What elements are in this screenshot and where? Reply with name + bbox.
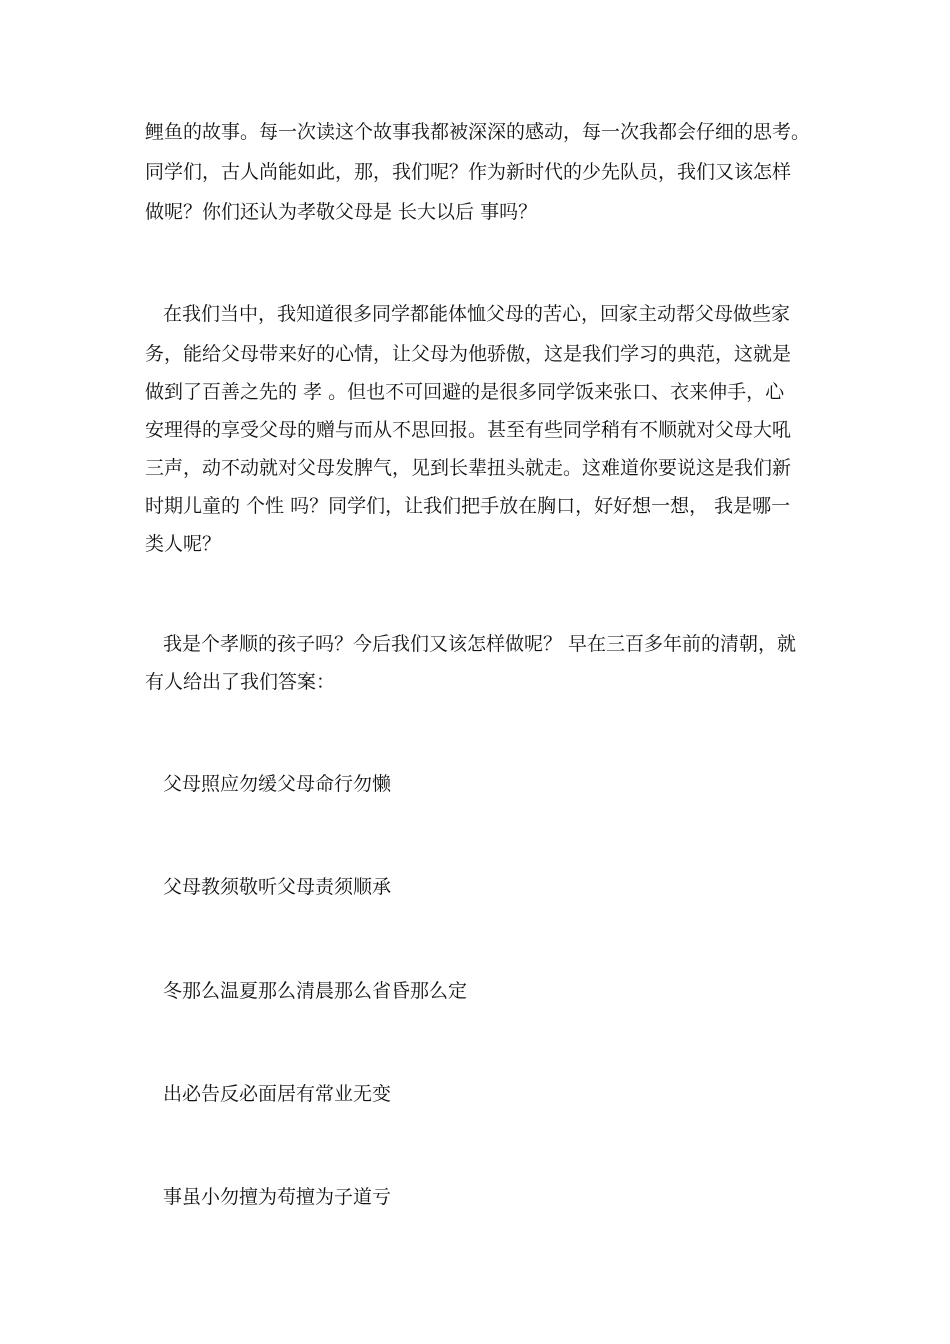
paragraph-2-line-1: 在我们当中，我知道很多同学都能体恤父母的苦心，回家主动帮父母做些家	[163, 303, 791, 325]
paragraph-2-line-5: 三声，动不动就对父母发脾气，见到长辈扭头就走。这难道你要说这是我们新	[145, 457, 792, 479]
paragraph-2-line-2: 务，能给父母带来好的心情，让父母为他骄傲，这是我们学习的典范，这就是	[145, 343, 792, 365]
paragraph-3-line-1: 我是个孝顺的孩子吗？今后我们又该怎样做呢？ 早在三百多年前的清朝，就	[163, 633, 797, 655]
paragraph-1-line-1: 鲤鱼的故事。每一次读这个故事我都被深深的感动，每一次我都会仔细的思考。	[145, 121, 811, 143]
paragraph-1-line-2: 同学们，古人尚能如此，那，我们呢？作为新时代的少先队员，我们又该怎样	[145, 161, 792, 183]
paragraph-2-line-6: 时期儿童的 个性 吗？同学们，让我们把手放在胸口，好好想一想， 我是哪一	[145, 495, 791, 517]
verse-line-3: 冬那么温夏那么清晨那么省昏那么定	[163, 980, 468, 1002]
paragraph-3-line-2: 有人给出了我们答案：	[145, 671, 336, 693]
verse-line-5: 事虽小勿擅为苟擅为子道亏	[163, 1186, 392, 1208]
paragraph-2-line-7: 类人呢？	[145, 533, 222, 555]
verse-line-2: 父母教须敬听父母责须顺承	[163, 876, 392, 898]
verse-line-4: 出必告反必面居有常业无变	[163, 1083, 392, 1105]
paragraph-2-line-4: 安理得的享受父母的赠与而从不思回报。甚至有些同学稍有不顺就对父母大吼	[145, 419, 792, 441]
paragraph-2-line-3: 做到了百善之先的 孝 。但也不可回避的是很多同学饭来张口、衣来伸手，心	[145, 381, 785, 403]
paragraph-1-line-3: 做呢？你们还认为孝敬父母是 长大以后 事吗？	[145, 201, 538, 223]
verse-line-1: 父母照应勿缓父母命行勿懒	[163, 773, 392, 795]
